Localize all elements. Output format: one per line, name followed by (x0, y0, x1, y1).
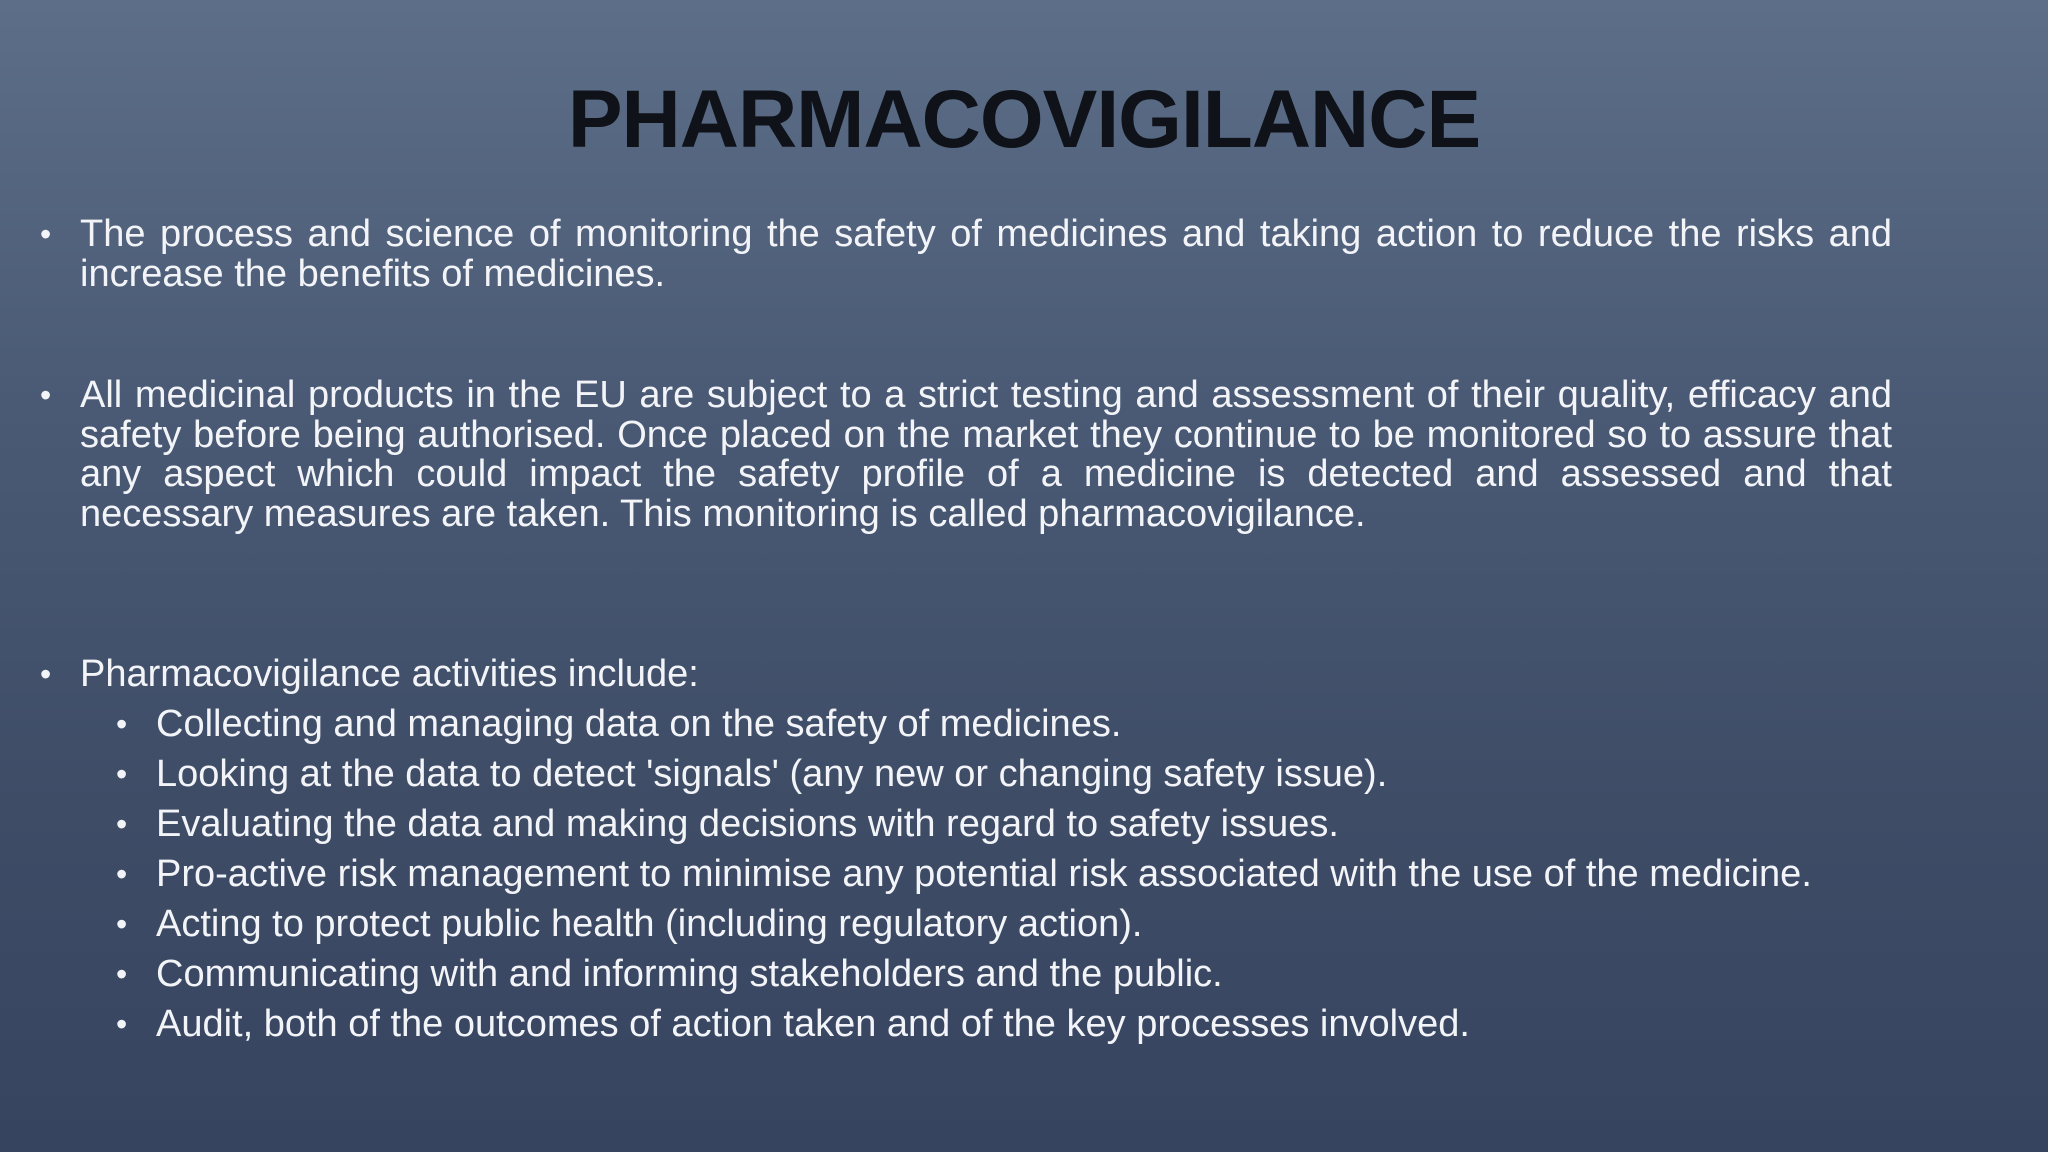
sub-bullet-text: Acting to protect public health (including regulatory action). (156, 903, 1143, 945)
bullet-text: All medicinal products in the EU are subject to a strict testing and assessment of their quality, efficacy and safety before being authorised. Once placed on the market they continue to be monitored so to assure that any aspect which could impact the safety profile of a medicine is detected and assessed and that necessary measures are taken. This monitoring is called pharmacovigilance. (80, 374, 1892, 535)
sub-bullet-dot-icon: • (116, 856, 128, 892)
sub-bullet-item (116, 805, 1892, 845)
bullet-dot-icon: • (40, 377, 52, 413)
sub-bullet-dot-icon: • (116, 906, 128, 942)
sub-bullet-item (116, 905, 1892, 945)
bullet-text: The process and science of monitoring the safety of medicines and taking action to reduce the risks and increase the benefits of medicines. (80, 213, 1892, 295)
bullet-item-activities (40, 655, 1892, 695)
sub-bullet-text: Looking at the data to detect 'signals' (any new or changing safety issue). (156, 753, 1388, 795)
sub-bullet-dot-icon: • (116, 756, 128, 792)
sub-bullet-item (116, 755, 1892, 795)
sub-bullet-item (116, 705, 1892, 745)
bullet-dot-icon: • (40, 216, 52, 252)
activities-sublist (116, 705, 1892, 1055)
bullet-item-definition (40, 215, 1892, 294)
sub-bullet-text: Evaluating the data and making decisions with regard to safety issues. (156, 803, 1339, 845)
sub-bullet-text: Pro-active risk management to minimise any potential risk associated with the use of the medicine. (156, 853, 1812, 895)
sub-bullet-text: Communicating with and informing stakeholders and the public. (156, 953, 1223, 995)
sub-bullet-text: Collecting and managing data on the safety of medicines. (156, 703, 1122, 745)
sub-bullet-dot-icon: • (116, 956, 128, 992)
sub-bullet-item (116, 855, 1892, 895)
sub-bullet-dot-icon: • (116, 806, 128, 842)
bullet-dot-icon: • (40, 656, 52, 692)
bullet-text: Pharmacovigilance activities include: (80, 653, 699, 695)
sub-bullet-item (116, 955, 1892, 995)
sub-bullet-item (116, 1005, 1892, 1045)
sub-bullet-text: Audit, both of the outcomes of action taken and of the key processes involved. (156, 1003, 1470, 1045)
sub-bullet-dot-icon: • (116, 706, 128, 742)
bullet-item-eu-products (40, 376, 1892, 534)
slide-title: PHARMACOVIGILANCE (567, 74, 1481, 165)
sub-bullet-dot-icon: • (116, 1006, 128, 1042)
